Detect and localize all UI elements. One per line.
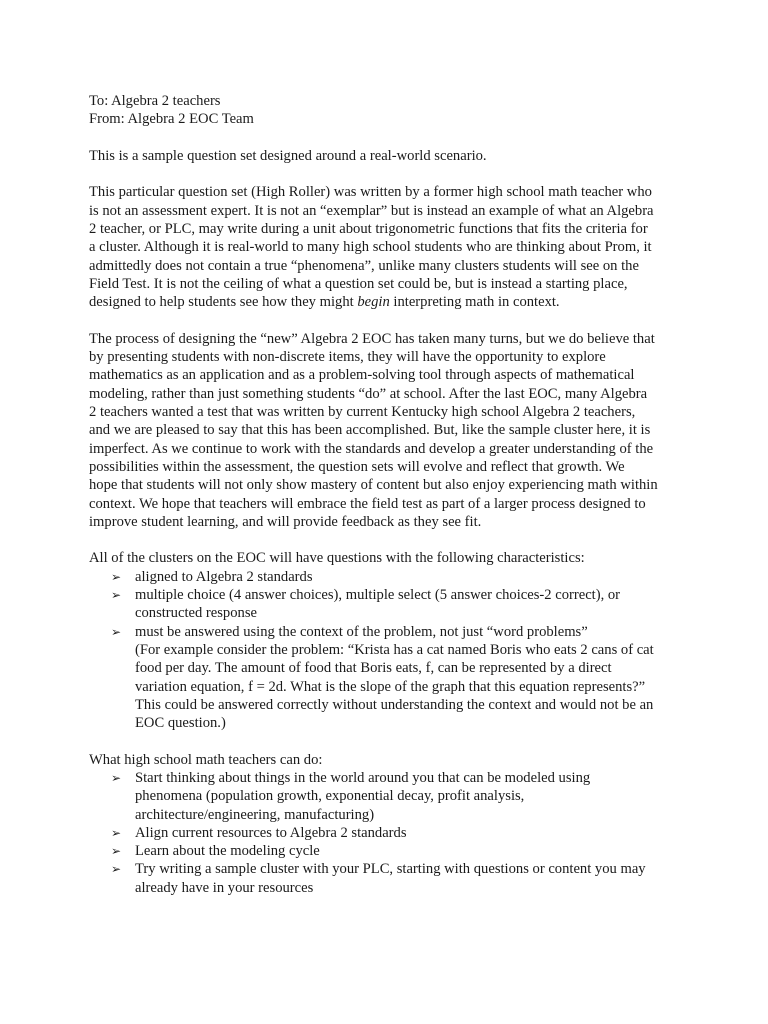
paragraph-line xyxy=(89,293,709,311)
example-note xyxy=(89,641,709,732)
memo-header xyxy=(89,92,709,129)
list-item xyxy=(89,824,709,842)
arrow-bullet-icon: ➢ xyxy=(111,624,122,639)
paragraph-line: possibilities within the assessment, the question sets will evolve and reflect that growth. We xyxy=(89,458,625,475)
arrow-bullet-icon: ➢ xyxy=(111,569,122,584)
list-item-text: constructed response xyxy=(135,605,257,622)
list-item-text: Try writing a sample cluster with your PLC, starting with questions or content you may xyxy=(135,861,646,878)
paragraph-line: context. We hope that teachers will embrace the field test as part of a larger process designed to xyxy=(89,495,646,512)
arrow-bullet-icon: ➢ xyxy=(111,825,122,840)
list-item-text: architecture/engineering, manufacturing) xyxy=(135,806,375,823)
list-item xyxy=(89,769,709,824)
list-item-text: must be answered using the context of the problem, not just “word problems” xyxy=(135,623,588,640)
paragraph-line: and we are pleased to say that this has been accomplished. But, like the sample cluster here, it is xyxy=(89,422,651,439)
paragraph-high-roller xyxy=(89,183,709,311)
list-item xyxy=(89,586,709,623)
list-item-text: Learn about the modeling cycle xyxy=(135,843,320,860)
emphasis-begin: begin xyxy=(357,294,390,311)
example-line: food per day. The amount of food that Boris eats, f, can be represented by a direct xyxy=(135,660,612,677)
characteristics-section xyxy=(89,549,709,732)
list-item xyxy=(89,568,709,586)
list-item-text: Start thinking about things in the world around you that can be modeled using xyxy=(135,769,591,786)
example-line: variation equation, f = 2d. What is the slope of the graph that this equation represents?” xyxy=(135,678,646,695)
paragraph-line: a cluster. Although it is real-world to many high school students who are thinking about Prom, it xyxy=(89,239,652,256)
list-item-text: phenomena (population growth, exponential decay, profit analysis, xyxy=(135,788,525,805)
list-item xyxy=(89,623,709,641)
paragraph-line: The process of designing the “new” Algebra 2 EOC has taken many turns, but we do believe that xyxy=(89,330,655,347)
example-line: (For example consider the problem: “Krista has a cat named Boris who eats 2 cans of cat xyxy=(135,641,654,658)
paragraph-line: modeling, rather than just something students “do” at school. After the last EOC, many Algebra xyxy=(89,385,648,402)
list-item xyxy=(89,860,709,897)
arrow-bullet-icon: ➢ xyxy=(111,588,122,603)
intro-sentence: This is a sample question set designed around a real-world scenario. xyxy=(89,147,487,164)
list-item-text: Align current resources to Algebra 2 standards xyxy=(135,824,407,841)
paragraph-line: mathematics as an application and as a problem-solving tool through aspects of mathematical xyxy=(89,367,635,384)
arrow-bullet-icon: ➢ xyxy=(111,844,122,859)
list-item xyxy=(89,842,709,860)
memo-from: From: Algebra 2 EOC Team xyxy=(89,111,254,128)
teachers-section xyxy=(89,751,709,897)
paragraph-line: hope that students will not only show mastery of content but also enjoy experiencing math within xyxy=(89,477,658,494)
characteristics-heading: All of the clusters on the EOC will have questions with the following characteristics: xyxy=(89,550,585,567)
memo-to: To: Algebra 2 teachers xyxy=(89,93,221,109)
paragraph-line: is not an assessment expert. It is not an “exemplar” but is instead an example of what an Algebra xyxy=(89,202,654,219)
example-line: EOC question.) xyxy=(135,715,226,732)
paragraph-line: This particular question set (High Roller) was written by a former high school math teacher who xyxy=(89,184,652,201)
arrow-bullet-icon: ➢ xyxy=(111,770,122,785)
teachers-list xyxy=(89,769,709,897)
paragraph-line: 2 teacher, or PLC, may write during a unit about trigonometric functions that fits the criteria for xyxy=(89,221,648,238)
list-item-text: already have in your resources xyxy=(135,879,314,896)
arrow-bullet-icon: ➢ xyxy=(111,862,122,877)
paragraph-line: by presenting students with non-discrete items, they will have the opportunity to explore xyxy=(89,349,606,366)
paragraph-line: imperfect. As we continue to work with the standards and develop a greater understanding of the xyxy=(89,440,654,457)
list-item-text: multiple choice (4 answer choices), multiple select (5 answer choices-2 correct), or xyxy=(135,587,621,604)
paragraph-line: admittedly does not contain a true “phenomena”, unlike many clusters students will see on the xyxy=(89,257,639,274)
list-item-text: aligned to Algebra 2 standards xyxy=(135,568,313,585)
paragraph-eoc-process xyxy=(89,330,709,531)
paragraph-line: Field Test. It is not the ceiling of what a question set could be, but is instead a starting place, xyxy=(89,275,628,292)
paragraph-text: interpreting math in context. xyxy=(389,294,560,311)
memo-page xyxy=(89,92,709,897)
paragraph-line: improve student learning, and will provide feedback as they see fit. xyxy=(89,513,482,530)
characteristics-list xyxy=(89,568,709,641)
teachers-heading: What high school math teachers can do: xyxy=(89,751,323,768)
paragraph-line: 2 teachers wanted a test that was written by current Kentucky high school Algebra 2 teachers, xyxy=(89,404,636,421)
example-line: This could be answered correctly without understanding the context and would not be an xyxy=(135,696,654,713)
paragraph-text: designed to help students see how they might xyxy=(89,294,358,311)
